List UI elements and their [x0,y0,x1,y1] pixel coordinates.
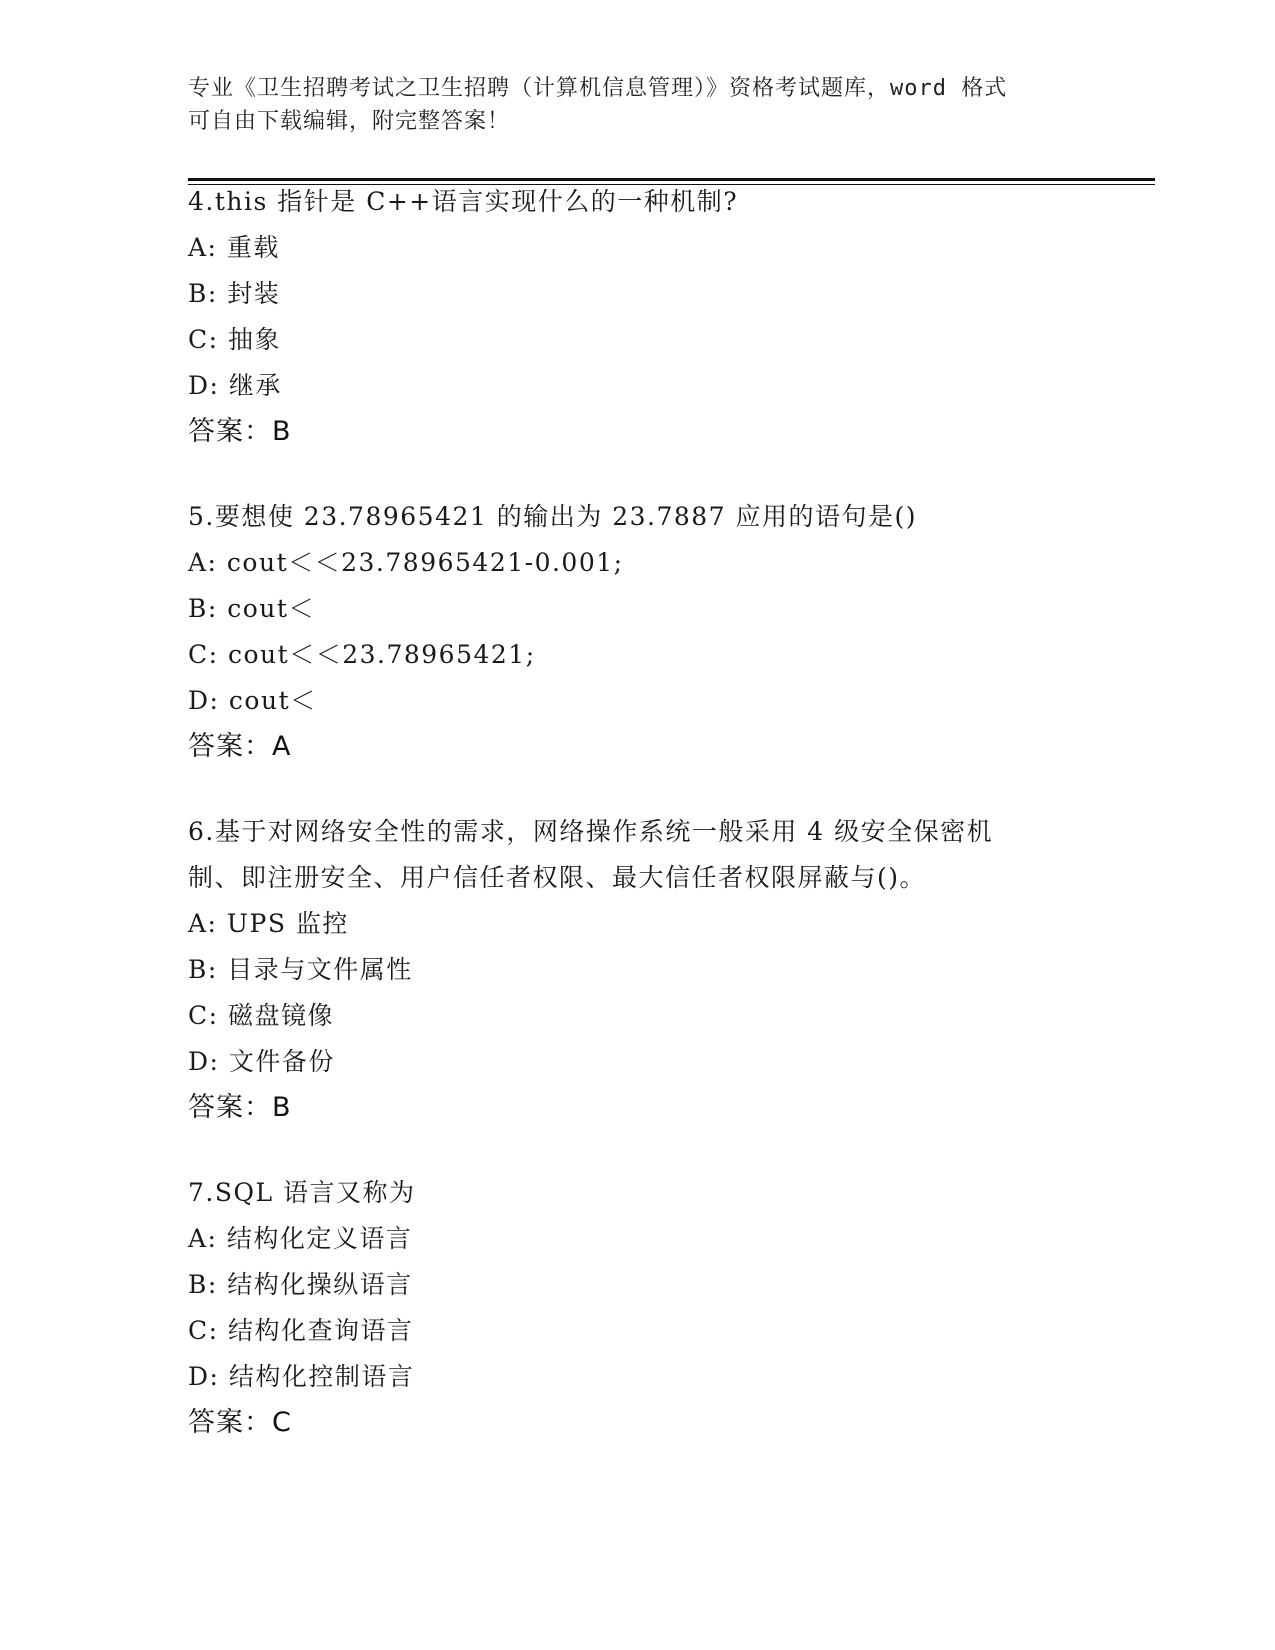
option-c: C: 抽象 [188,325,281,354]
answer-label: 答案：B [188,416,292,447]
question-7 [188,1170,1068,1446]
question-6 [188,809,1068,1131]
question-stem-line-2: 制、即注册安全、用户信任者权限、最大信任者权限屏蔽与()。 [188,863,927,892]
question-stem: 5.要想使 23.78965421 的输出为 23.7887 应用的语句是() [188,502,918,531]
document-header [188,72,1068,138]
question-5 [188,494,1068,770]
option-b: B: cout＜ [188,594,315,623]
question-stem-line-1: 6.基于对网络安全性的需求，网络操作系统一般采用 4 级安全保密机 [188,817,994,846]
question-stem: 4.this 指针是 C++语言实现什么的一种机制? [188,187,739,216]
answer-label: 答案：C [188,1407,292,1438]
option-d: D: 继承 [188,371,282,400]
option-d: D: 文件备份 [188,1047,335,1076]
option-a: A: 结构化定义语言 [188,1224,413,1253]
option-d: D: 结构化控制语言 [188,1362,415,1391]
header-line-1: 专业《卫生招聘考试之卫生招聘（计算机信息管理）》资格考试题库，word 格式 [188,76,1008,101]
option-a: A: 重载 [188,233,280,262]
answer-label: 答案：A [188,731,292,762]
option-c: C: 结构化查询语言 [188,1316,414,1345]
option-d: D: cout＜ [188,686,317,715]
option-b: B: 目录与文件属性 [188,955,413,984]
header-line-2: 可自由下载编辑，附完整答案！ [188,109,511,134]
option-c: C: 磁盘镜像 [188,1001,334,1030]
option-c: C: cout＜＜23.78965421; [188,640,536,669]
option-b: B: 结构化操纵语言 [188,1270,413,1299]
option-a: A: cout＜＜23.78965421-0.001; [188,548,624,577]
option-a: A: UPS 监控 [188,909,349,938]
answer-label: 答案：B [188,1092,292,1123]
option-b: B: 封装 [188,279,281,308]
question-stem: 7.SQL 语言又称为 [188,1178,416,1207]
question-4 [188,179,1068,455]
